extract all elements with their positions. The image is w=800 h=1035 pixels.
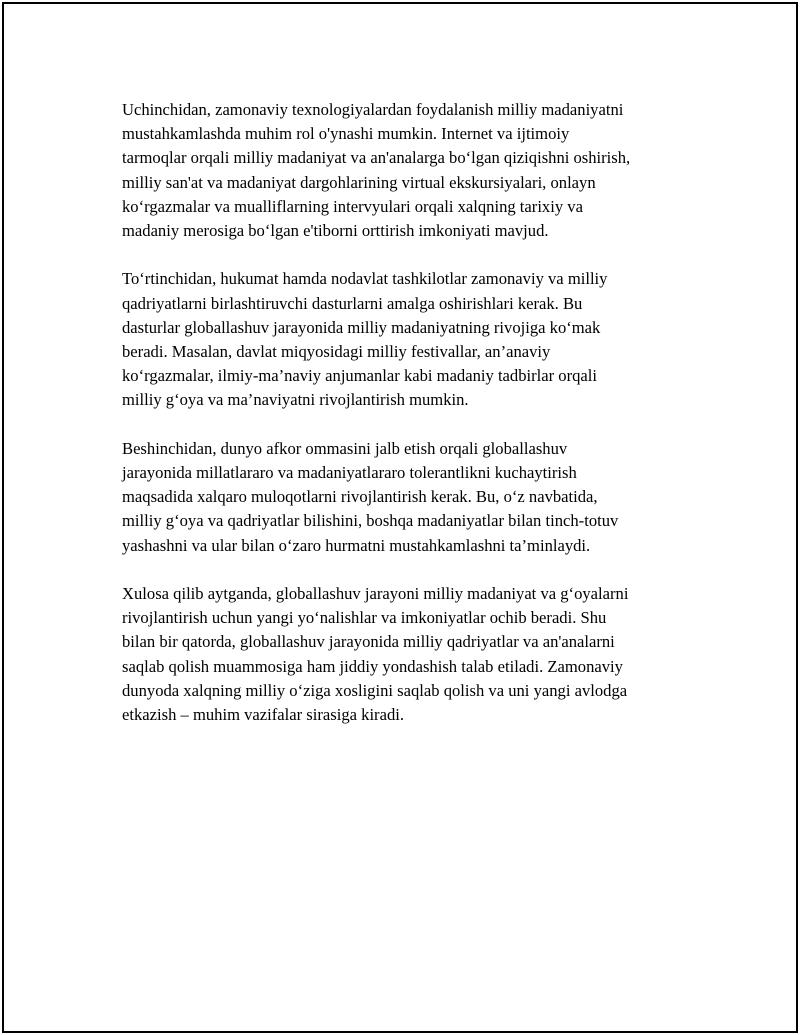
page-frame <box>2 2 798 1033</box>
document-body <box>122 98 702 751</box>
paragraph-uchinchidan: Uchinchidan, zamonaviy texnologiyalardan foydalanish milliy madaniyatni mustahkamlashda muhim rol o'ynashi mumkin. Internet va ijtimoiy tarmoqlar orqali milliy madaniyat va an'analarga bo‘lgan qiziqishni oshirish, milliy san'at va madaniyat dargohlarining virtual ekskursiyalari, onlayn ko‘rgazmalar va mualliflarning intervyulari orqali xalqning tarixiy va madaniy merosiga bo‘lgan e'tiborni orttirish imkoniyati mavjud. <box>122 100 631 241</box>
paragraph-tortinchidan: To‘rtinchidan, hukumat hamda nodavlat tashkilotlar zamonaviy va milliy qadriyatlarni birlashtiruvchi dasturlarni amalga oshirishlari kerak. Bu dasturlar globallashuv jarayonida milliy madaniyatning rivojiga ko‘mak beradi. Masalan, davlat miqyosidagi milliy festivallar, an’anaviy ko‘rgazmalar, ilmiy-ma’naviy anjumanlar kabi madaniy tadbirlar orqali milliy g‘oya va ma’naviyatni rivojlantirish mumkin. <box>122 269 608 410</box>
paragraph-xulosa: Xulosa qilib aytganda, globallashuv jarayoni milliy madaniyat va g‘oyalarni rivojlantirish uchun yangi yo‘nalishlar va imkoniyatlar ochib beradi. Shu bilan bir qatorda, globallashuv jarayonida milliy qadriyatlar va an'analarni saqlab qolish muammosiga ham jiddiy yondashish talab etiladi. Zamonaviy dunyoda xalqning milliy o‘ziga xosligini saqlab qolish va uni yangi avlodga etkazish – muhim vazifalar sirasiga kiradi. <box>122 584 629 725</box>
paragraph-beshinchidan: Beshinchidan, dunyo afkor ommasini jalb etish orqali globallashuv jarayonida millatlararo va madaniyatlararo tolerantlikni kuchaytirish maqsadida xalqaro muloqotlarni rivojlantirish kerak. Bu, o‘z navbatida, milliy g‘oya va qadriyatlar bilishini, boshqa madaniyatlar bilan tinch-totuv yashashni va ular bilan o‘zaro hurmatni mustahkamlashni ta’minlaydi. <box>122 438 619 555</box>
